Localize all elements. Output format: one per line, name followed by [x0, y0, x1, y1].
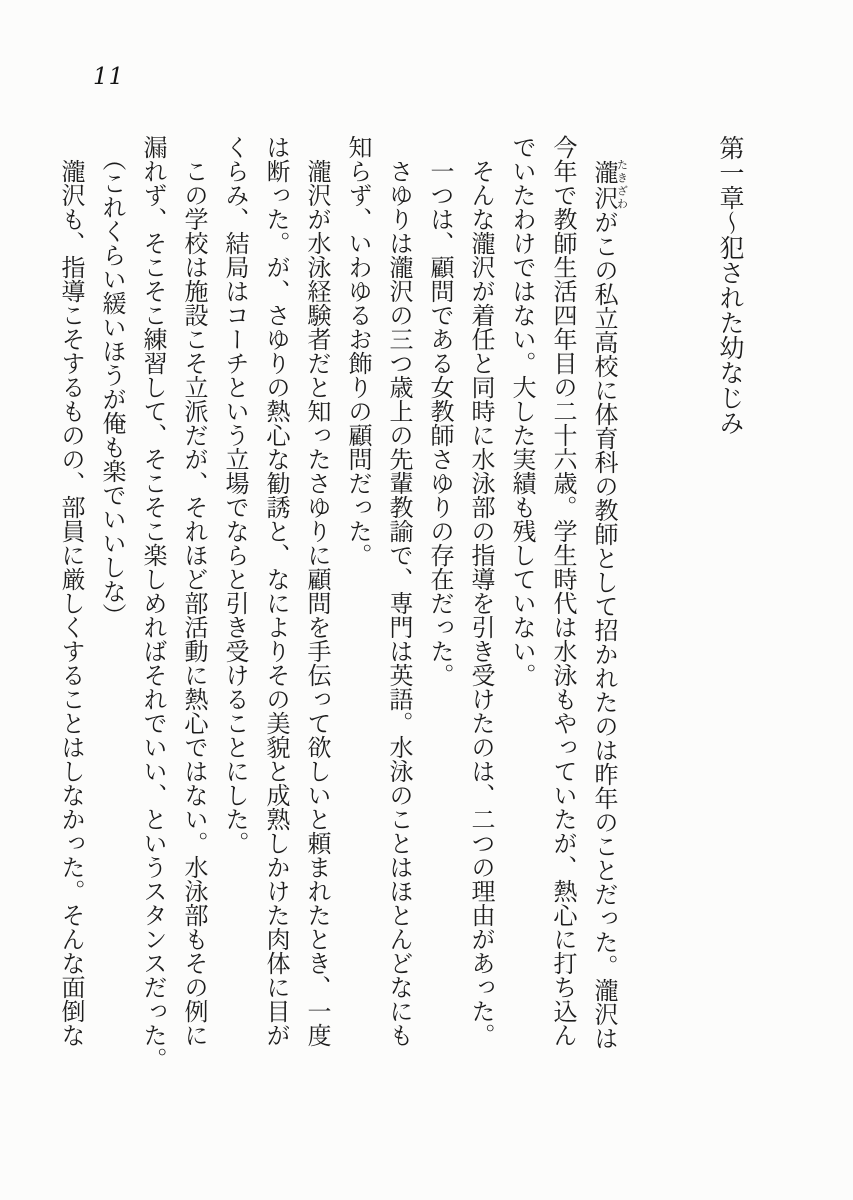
text-line: 一つは、顧問である女教師さゆりの存在だった。 [426, 159, 454, 687]
text-line: 知らず、いわゆるお飾りの顧問だった。 [344, 135, 372, 567]
text-line: さゆりは瀧沢の三つ歳上の先輩教諭で、専門は英語。水泳のことはほとんどなにも [385, 159, 413, 1047]
text-line: でいたわけではない。大した実績も残していない。 [508, 135, 536, 687]
vertical-text-block [50, 135, 751, 1075]
text-line: そんな瀧沢が着任と同時に水泳部の指導を引き受けたのは、二つの理由があった。 [467, 159, 495, 1047]
text-line: 瀧沢たきざわがこの私立高校に体育科の教師として招かれたのは昨年のことだった。瀧沢は [590, 159, 629, 1050]
text-line: は断った。が、さゆりの熱心な勧誘と、なによりその美貌と成熟しかけた肉体に目が [262, 135, 290, 1047]
text-line: 今年で教師生活四年目の二十六歳。学生時代は水泳もやっていたが、熱心に打ち込ん [549, 135, 577, 1047]
text-line: 漏れず、そこそこ練習して、そこそこ楽しめればそれでいい、というスタンスだった。 [139, 135, 167, 1071]
text-line: くらみ、結局はコーチという立場でならと引き受けることにした。 [221, 135, 249, 855]
furigana-ruby: 瀧沢たきざわ [590, 159, 629, 211]
text-line: 瀧沢が水泳経験者だと知ったさゆりに顧問を手伝って欲しいと頼まれたとき、一度 [303, 159, 331, 1047]
text-line: この学校は施設こそ立派だが、それほど部活動に熱心ではない。水泳部もその例に [180, 159, 208, 1047]
body-text [50, 135, 628, 1075]
text-line: 瀧沢も、指導こそするものの、部員に厳しくすることはしなかった。そんな面倒な [57, 159, 85, 1047]
chapter-title: 第一章～犯された幼なじみ [716, 135, 745, 435]
text-line: （これくらい緩いほうが俺も楽でいいしな） [98, 147, 126, 627]
page-number: 11 [93, 64, 125, 90]
